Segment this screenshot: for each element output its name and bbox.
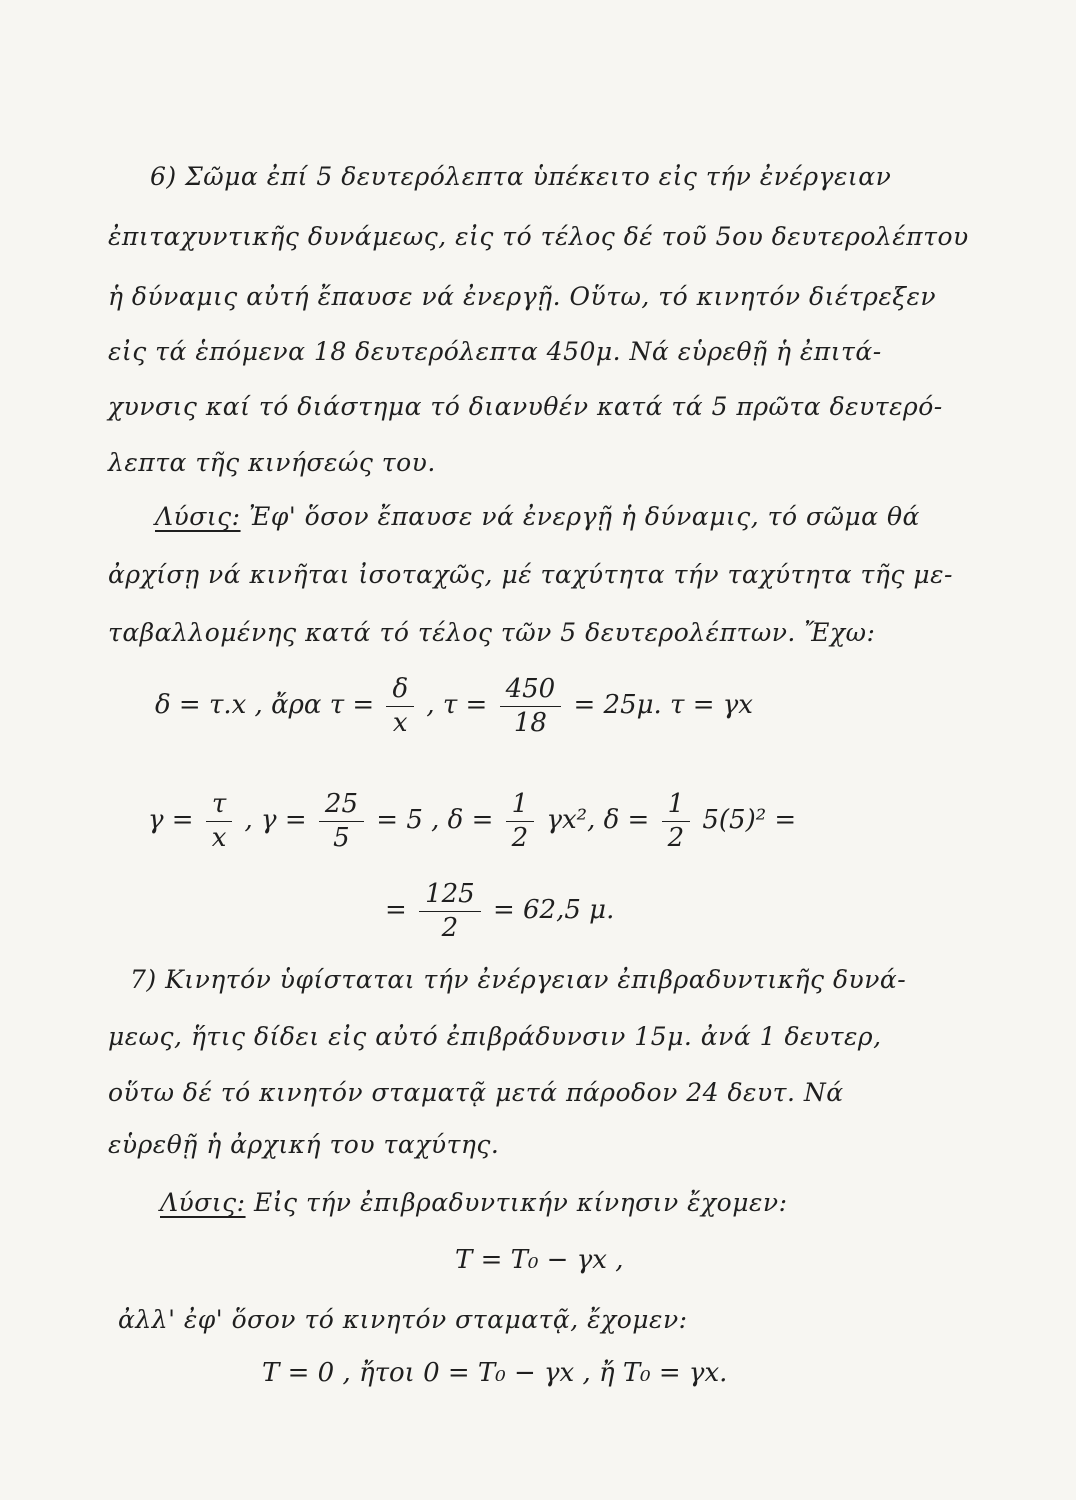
problem6-line-5: χυνσις καί τό διάστημα τό διανυθέν κατά τά 5 πρῶτα δευτερό- xyxy=(108,392,943,421)
problem6-line-3: ἡ δύναμις αὐτή ἔπαυσε νά ἐνεργῇ. Οὕτω, τό κινητόν διέτρεξεν xyxy=(108,282,937,311)
eq-text: = 25μ. τ = γx xyxy=(573,690,753,721)
fraction xyxy=(319,790,364,852)
problem7-line-3: οὕτω δέ τό κινητόν σταματᾷ μετά πάροδον 24 δευτ. Νά xyxy=(108,1078,844,1107)
equation-distance-result xyxy=(385,880,614,942)
problem6-solution-line-1 xyxy=(155,502,920,531)
fraction xyxy=(206,790,232,852)
eq-text: γ = xyxy=(148,805,194,836)
fraction-denominator: 2 xyxy=(667,822,685,853)
problem7-line-after: ἀλλ' ἐφ' ὅσον τό κινητόν σταματᾷ, ἔχομεν: xyxy=(118,1305,688,1334)
problem6-solution-line-2: ἀρχίσῃ νά κινῆται ἰσοταχῶς, μέ ταχύτητα τήν ταχύτητα τῆς με- xyxy=(108,560,953,589)
eq-text: , τ = xyxy=(426,690,488,721)
equation-deceleration: T = T₀ − γx , xyxy=(455,1245,624,1275)
fraction xyxy=(500,675,562,737)
fraction-numerator: 125 xyxy=(419,880,481,912)
fraction-denominator: 5 xyxy=(333,822,350,853)
equation-velocity xyxy=(155,675,753,737)
eq-text: γx², δ = xyxy=(546,805,650,836)
problem6-line-2: ἐπιταχυντικῆς δυνάμεως, εἰς τό τέλος δέ τοῦ 5ου δευτερολέπτου xyxy=(108,222,969,251)
fraction-numerator: 1 xyxy=(506,790,535,822)
problem7-solution-line-1 xyxy=(160,1188,788,1217)
fraction-numerator: 25 xyxy=(319,790,364,822)
problem6-line-6: λεπτα τῆς κινήσεώς του. xyxy=(108,448,436,477)
problem7-line-2: μεως, ἥτις δίδει εἰς αὐτό ἐπιβράδυνσιν 15μ. ἀνά 1 δευτερ, xyxy=(108,1022,882,1051)
eq-text: = 5 , δ = xyxy=(376,805,494,836)
equation-acceleration xyxy=(148,790,796,852)
solution-label: Λύσις: xyxy=(155,502,241,531)
fraction-numerator: τ xyxy=(206,790,232,822)
problem6-solution-line-3: ταβαλλομένης κατά τό τέλος τῶν 5 δευτερολέπτων. Ἔχω: xyxy=(108,618,876,647)
fraction-numerator: 1 xyxy=(662,790,691,822)
eq-text: 5(5)² = xyxy=(702,805,797,836)
fraction xyxy=(386,675,414,737)
fraction-numerator: δ xyxy=(386,675,414,707)
fraction xyxy=(506,790,535,852)
solution-text: Εἰς τήν ἐπιβραδυντικήν κίνησιν ἔχομεν: xyxy=(254,1188,788,1217)
fraction-denominator: 2 xyxy=(511,822,529,853)
solution-label: Λύσις: xyxy=(160,1188,246,1217)
eq-text: , γ = xyxy=(244,805,307,836)
eq-text: = 62,5 μ. xyxy=(492,895,615,926)
fraction xyxy=(662,790,691,852)
fraction-numerator: 450 xyxy=(500,675,562,707)
eq-text: δ = τ.x , ἄρα τ = xyxy=(155,690,375,721)
fraction-denominator: x xyxy=(211,822,227,853)
eq-text: = xyxy=(385,895,407,926)
fraction-denominator: x xyxy=(392,707,408,738)
fraction-denominator: 18 xyxy=(513,707,547,738)
problem7-line-4: εὑρεθῇ ἡ ἀρχική του ταχύτης. xyxy=(108,1130,500,1159)
problem7-line-1: 7) Κινητόν ὑφίσταται τήν ἐνέργειαν ἐπιβραδυντικῆς δυνά- xyxy=(130,965,907,994)
fraction xyxy=(419,880,481,942)
problem6-line-1: 6) Σῶμα ἐπί 5 δευτερόλεπτα ὑπέκειτο εἰς τήν ἐνέργειαν xyxy=(150,162,892,191)
solution-text: Ἐφ' ὅσον ἔπαυσε νά ἐνεργῇ ἡ δύναμις, τό σῶμα θά xyxy=(249,502,920,531)
equation-initial-velocity: T = 0 , ἤτοι 0 = T₀ − γx , ἤ T₀ = γx. xyxy=(262,1358,728,1388)
problem6-line-4: εἰς τά ἑπόμενα 18 δευτερόλεπτα 450μ. Νά εὑρεθῇ ἡ ἐπιτά- xyxy=(108,337,882,366)
fraction-denominator: 2 xyxy=(441,912,459,943)
